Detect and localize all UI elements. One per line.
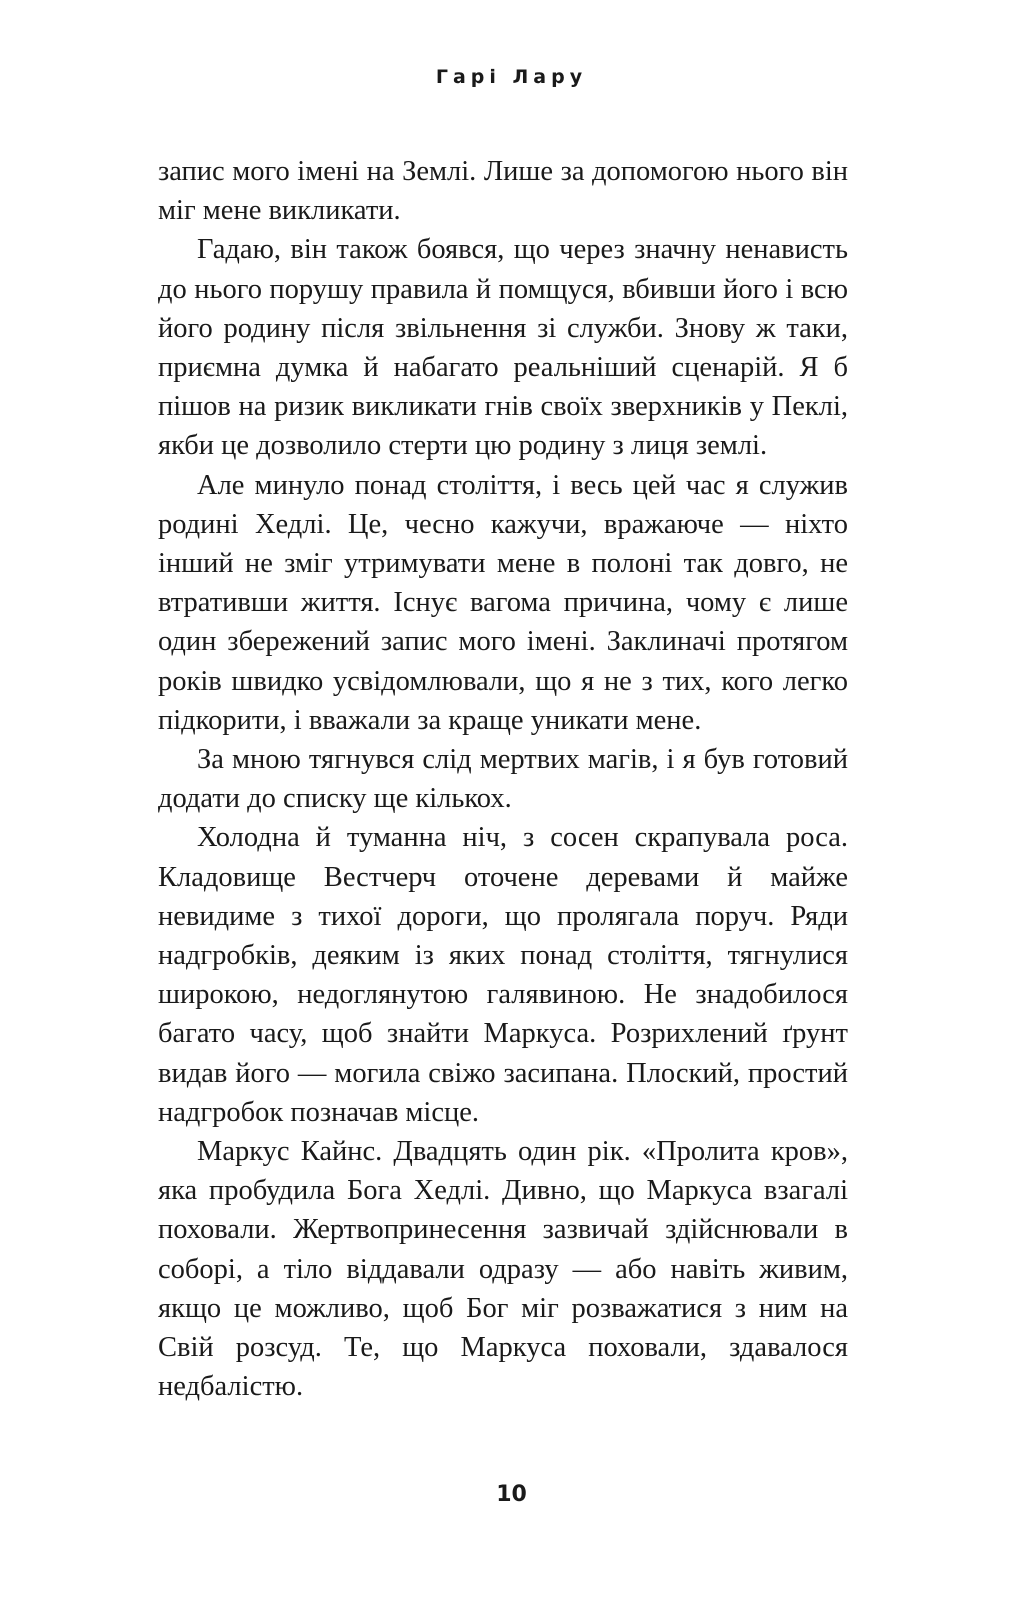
running-head: Гарі Лару <box>435 66 588 88</box>
paragraph: Маркус Кайнс. Двадцять один рік. «Пролита кров», яка пробудила Бога Хедлі. Дивно, що Маркуса взагалі поховали. Жертвопринесення зазвичай здійснювали в соборі, а тіло віддавали одразу — або навіть живим, якщо це можливо, щоб Бог міг розважатися з ним на Свій розсуд. Те, що Маркуса поховали, здавалося недбалістю. <box>158 1136 848 1403</box>
paragraph: Але минуло понад століття, і весь цей час я служив родині Хедлі. Це, чесно кажучи, вражаюче — ніхто інший не зміг утримувати мене в полоні так довго, не втративши життя. Існує вагома причина, чому є лише один збережений запис мого імені. Заклиначі протягом років швидко усвідомлювали, що я не з тих, кого легко підкорити, і вважали за краще уникати мене. <box>158 469 848 736</box>
paragraph: Гадаю, він також боявся, що через значну ненависть до нього порушу правила й помщуся, вбивши його і всю його родину після звільнення зі служби. Знову ж таки, приємна думка й набагато реальніший сценарій. Я б пішов на ризик викликати гнів своїх зверхників у Пеклі, якби це дозволило стерти цю родину з лиця землі. <box>158 234 848 462</box>
paragraph-continued: запис мого імені на Землі. Лише за допомогою нього він міг мене викликати. <box>158 156 848 227</box>
paragraph: За мною тягнувся слід мертвих магів, і я був готовий додати до списку ще кількох. <box>158 744 848 815</box>
paragraph: Холодна й туманна ніч, з сосен скрапувала роса. Кладовище Вестчерч оточене деревами й майже невидиме з тихої дороги, що пролягала поруч. Ряди надгробків, деяким із яких понад століття, тягнулися широкою, недоглянутою галявиною. Не знадобилося багато часу, щоб знайти Маркуса. Розрихлений ґрунт видав його — могила свіжо засипана. Плоский, простий надгробок позначав місце. <box>158 822 848 1128</box>
page-number: 10 <box>496 1482 527 1507</box>
body-text <box>158 152 848 1407</box>
